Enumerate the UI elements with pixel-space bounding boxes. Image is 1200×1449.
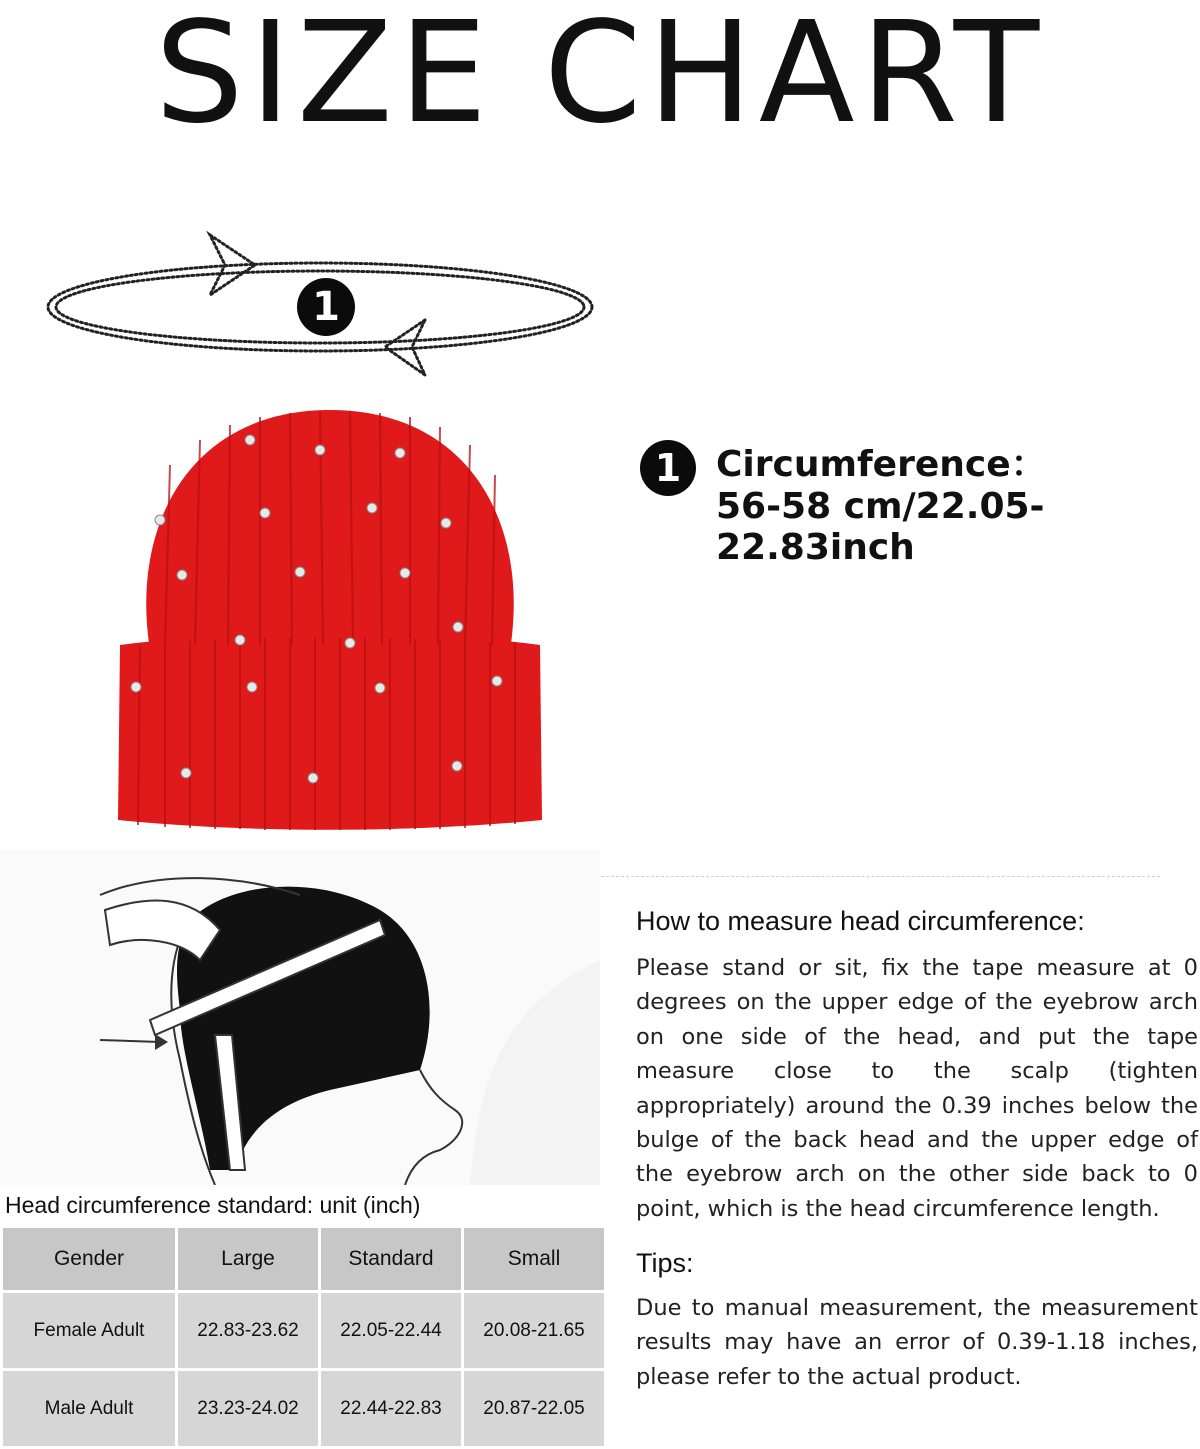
table-cell: 20.87-22.05 [464, 1371, 604, 1446]
howto-body: Please stand or sit, fix the tape measure at 0 degrees on the upper edge of the eyebrow arch on one side of the head, and put the tape measure close to the scalp (tighten appropriately) around the 0.39 inches below the bulge of the back head and the upper edge of the eyebrow arch on the other side back to 0 point, which is the head circumference length. [636, 955, 1198, 1222]
table-cell: Female Adult [3, 1293, 175, 1368]
table-header-row [3, 1228, 604, 1290]
table-header-cell: Standard [321, 1228, 461, 1290]
table-cell: Male Adult [3, 1371, 175, 1446]
table-title: Head circumference standard: unit (inch) [5, 1192, 421, 1218]
size-table [0, 1225, 607, 1449]
table-row [3, 1293, 604, 1368]
tips-heading: Tips: [636, 1248, 694, 1278]
red-beanie-image [110, 405, 550, 830]
howto-heading: How to measure head circumference: [636, 906, 1085, 936]
table-header-cell: Large [178, 1228, 318, 1290]
table-cell: 22.83-23.62 [178, 1293, 318, 1368]
table-header-cell: Gender [3, 1228, 175, 1290]
table-row [3, 1371, 604, 1446]
table-cell: 22.44-22.83 [321, 1371, 461, 1446]
table-cell: 23.23-24.02 [178, 1371, 318, 1446]
page-title: SIZE CHART [154, 0, 1046, 155]
table-cell: 20.08-21.65 [464, 1293, 604, 1368]
tips-body: Due to manual measurement, the measurement results may have an error of 0.39-1.18 inches, please refer to the actual product. [636, 1295, 1198, 1390]
number-one-badge-icon: 1 [640, 440, 696, 496]
circumference-value: 56-58 cm/22.05-22.83inch [716, 486, 1045, 568]
table-header-cell: Small [464, 1228, 604, 1290]
circumference-label: Circumference： [716, 444, 1047, 485]
head-measure-illustration [0, 850, 600, 1185]
table-cell: 22.05-22.44 [321, 1293, 461, 1368]
number-one-badge-icon: 1 [297, 278, 355, 336]
